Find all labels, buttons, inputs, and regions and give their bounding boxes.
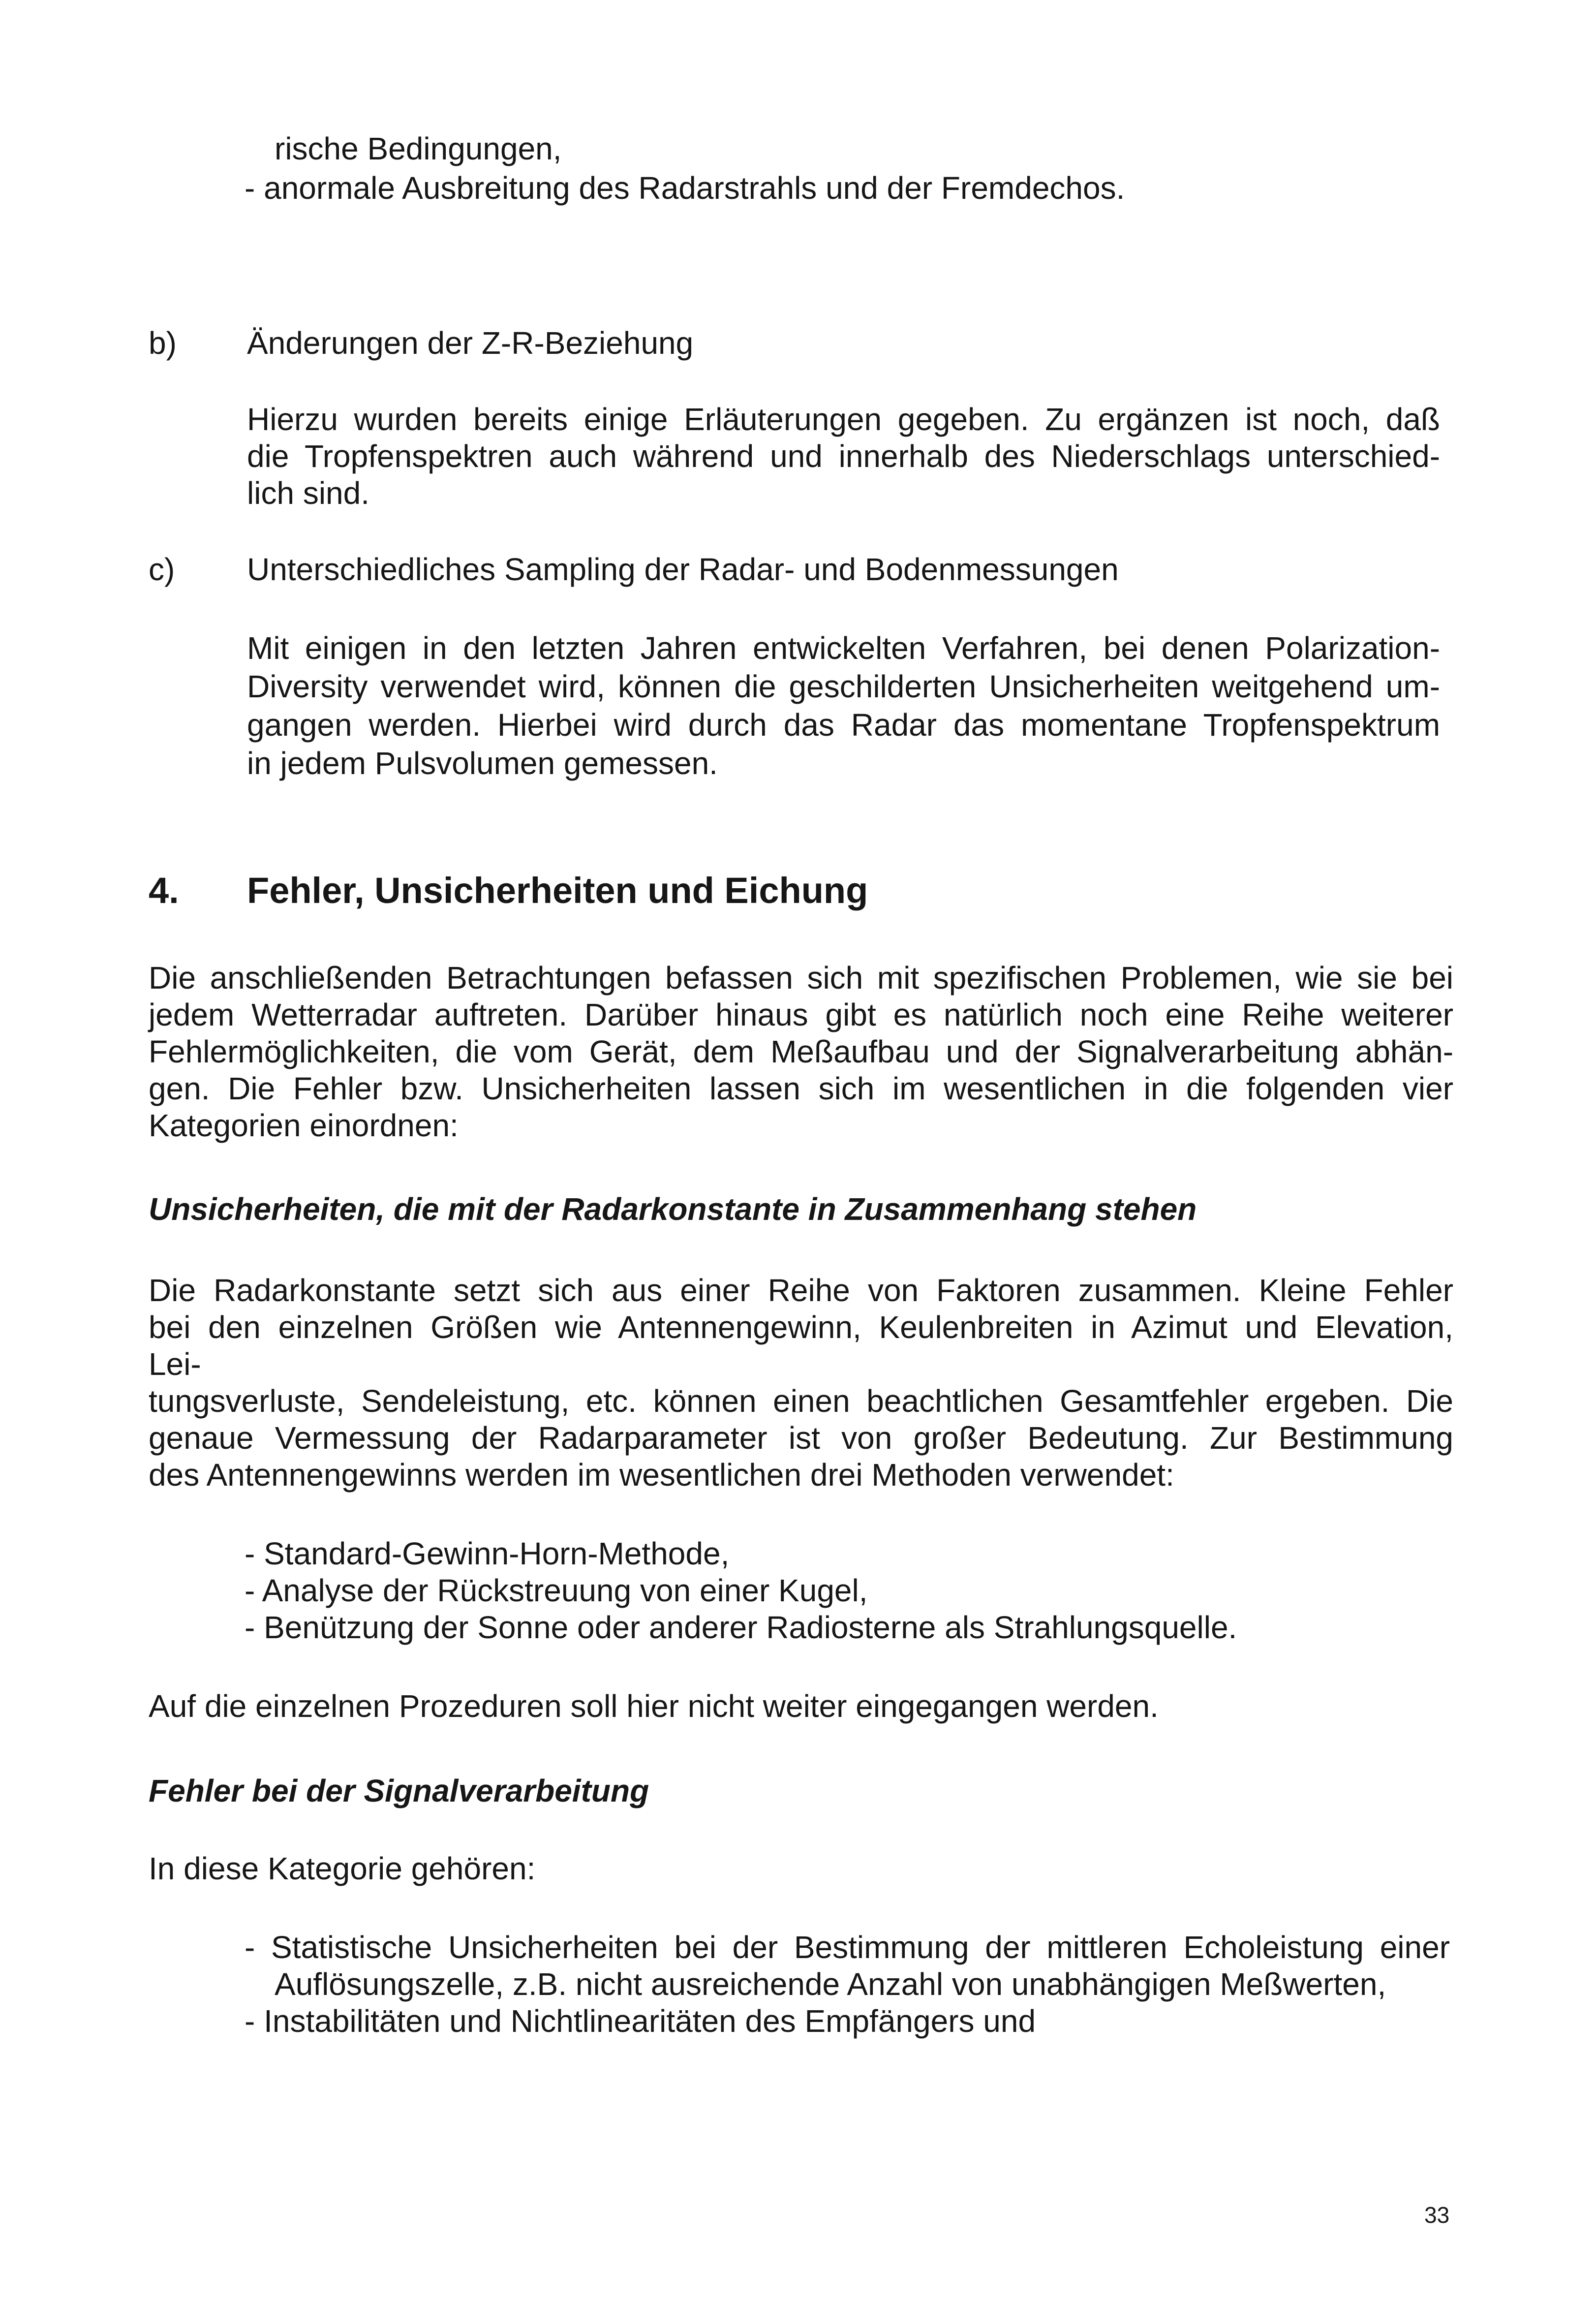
item-b-line-3: lich sind. [247,475,369,511]
subsection-1-line-1: Die Radarkonstante setzt sich aus einer Reihe von Faktoren zusammen. Kleine Fehler [149,1273,1453,1308]
subsection-1-bullet-2: - Analyse der Rückstreuung von einer Kugel, [245,1573,868,1608]
page-number: 33 [1424,2202,1450,2228]
intro-line-1: rische Bedingungen, [275,131,562,166]
item-b-line-2: die Tropfenspektren auch während und innerhalb des Niederschlags unterschied- [247,438,1440,474]
item-c-line-3: gangen werden. Hierbei wird durch das Radar das momentane Tropfenspektrum [247,707,1440,743]
subsection-2-bullet-1: - Statistische Unsicherheiten bei der Bestimmung der mittleren Echoleistung einer [245,1930,1450,1965]
subsection-1-closing: Auf die einzelnen Prozeduren soll hier nicht weiter eingegangen werden. [149,1688,1159,1724]
item-b-line-1: Hierzu wurden bereits einige Erläuterungen gegeben. Zu ergänzen ist noch, daß [247,402,1440,437]
subsection-1-line-3: Lei- [149,1346,201,1382]
subsection-2-title: Fehler bei der Signalverarbeitung [149,1773,649,1808]
section-intro-line-5: Kategorien einordnen: [149,1108,459,1143]
section-number: 4. [149,870,179,911]
item-b-label: b) [149,325,177,361]
section-intro-line-1: Die anschließenden Betrachtungen befassen sich mit spezifischen Problemen, wie sie bei [149,960,1453,996]
subsection-1-bullet-1: - Standard-Gewinn-Horn-Methode, [245,1536,730,1571]
item-c-line-1: Mit einigen in den letzten Jahren entwickelten Verfahren, bei denen Polarization- [247,630,1440,666]
subsection-2-intro: In diese Kategorie gehören: [149,1851,536,1886]
subsection-2-bullet-2: - Instabilitäten und Nichtlinearitäten des Empfängers und [245,2003,1036,2039]
subsection-1-title: Unsicherheiten, die mit der Radarkonstante in Zusammenhang stehen [149,1191,1197,1227]
subsection-1-line-6: des Antennengewinns werden im wesentlichen drei Methoden verwendet: [149,1457,1174,1493]
section-title: Fehler, Unsicherheiten und Eichung [247,870,868,911]
subsection-2-bullet-1-cont: Auflösungszelle, z.B. nicht ausreichende Anzahl von unabhängigen Meßwerten, [275,1966,1386,2002]
item-c-line-2: Diversity verwendet wird, können die geschilderten Unsicherheiten weitgehend um- [247,669,1440,704]
section-intro-line-2: jedem Wetterradar auftreten. Darüber hinaus gibt es natürlich noch eine Reihe weiterer [149,997,1453,1032]
subsection-1-line-2: bei den einzelnen Größen wie Antennengewinn, Keulenbreiten in Azimut und Elevation, [149,1309,1453,1345]
section-intro-line-4: gen. Die Fehler bzw. Unsicherheiten lassen sich im wesentlichen in die folgenden vier [149,1071,1453,1106]
section-intro-line-3: Fehlermöglichkeiten, die vom Gerät, dem Meßaufbau und der Signalverarbeitung abhän- [149,1034,1453,1069]
subsection-1-bullet-3: - Benützung der Sonne oder anderer Radiosterne als Strahlungsquelle. [245,1610,1237,1645]
intro-bullet: - anormale Ausbreitung des Radarstrahls und der Fremdechos. [245,170,1125,206]
subsection-1-line-5: genaue Vermessung der Radarparameter ist von großer Bedeutung. Zur Bestimmung [149,1420,1453,1456]
item-c-label: c) [149,552,175,587]
item-b-title: Änderungen der Z-R-Beziehung [247,325,694,361]
item-c-title: Unterschiedliches Sampling der Radar- und Bodenmessungen [247,552,1119,587]
subsection-1-line-4: tungsverluste, Sendeleistung, etc. können einen beachtlichen Gesamtfehler ergeben. Die [149,1383,1453,1419]
item-c-line-4: in jedem Pulsvolumen gemessen. [247,746,718,781]
